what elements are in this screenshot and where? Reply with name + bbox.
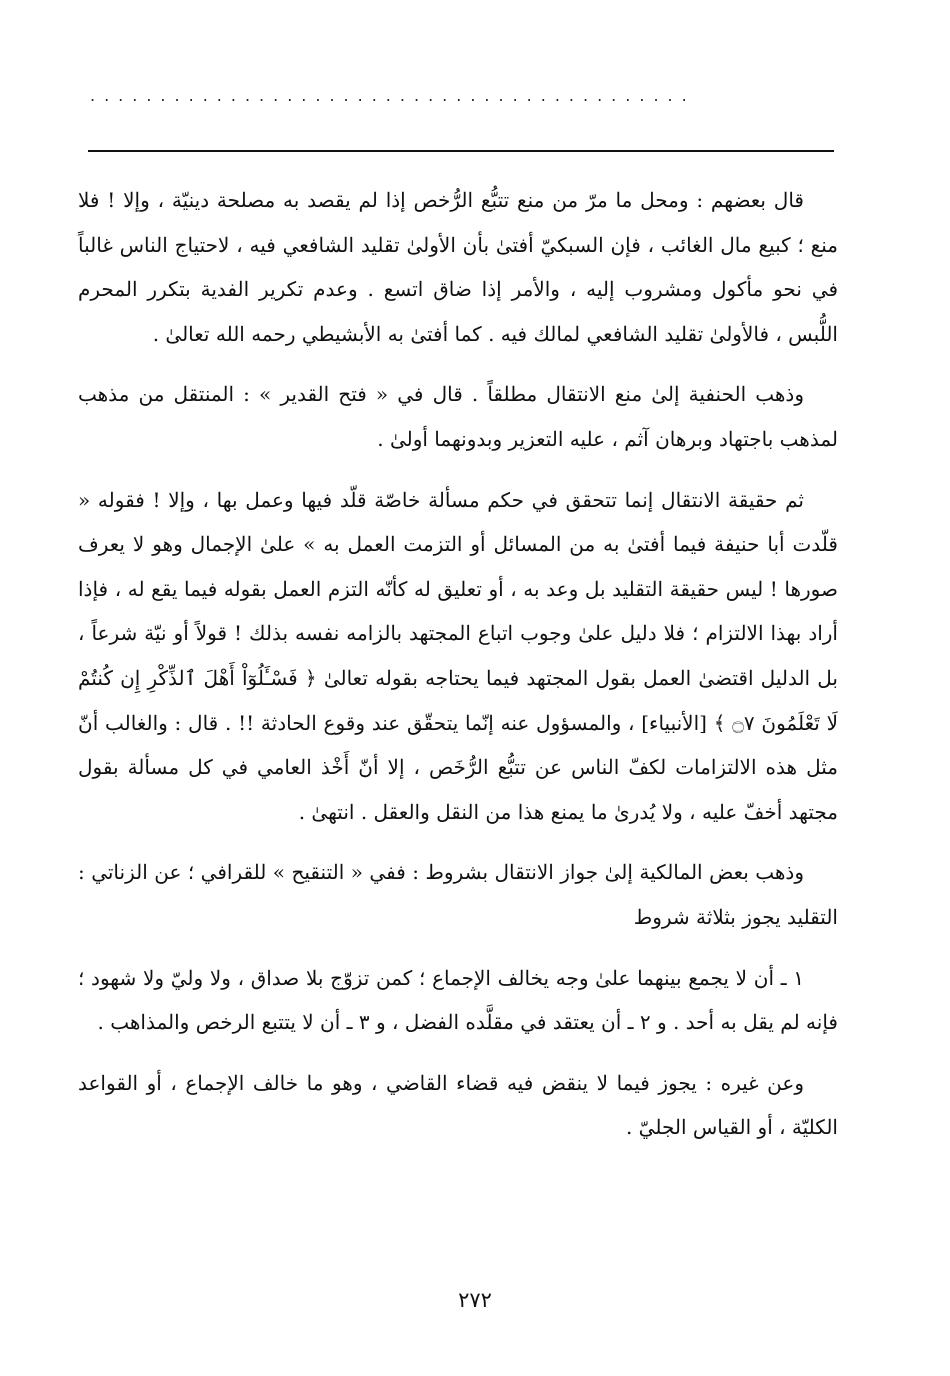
main-text: [78, 178, 838, 1150]
paragraph-5: ١ ـ أن لا يجمع بينهما علىٰ وجه يخالف الإجماع ؛ كمن تزوّج بلا صداق ، ولا وليّ ولا شهود ؛ فإنه لم يقل به أحد . و ٢ ـ أن يعتقد في مقلَّده الفضل ، و ٣ ـ أن لا يتتبع الرخص والمذاهب .: [78, 965, 838, 1035]
paragraph-4: وذهب بعض المالكية إلىٰ جواز الانتقال بشروط : ففي « التنقيح » للقرافي ؛ عن الزناتي : التقليد يجوز بثلاثة شروط: [78, 860, 838, 929]
header-dotted-line: ...........................................: [90, 86, 696, 105]
paragraph-1: قال بعضهم : ومحل ما مرّ من منع تتبُّع الرُّخص إذا لم يقصد به مصلحة دينيّة ، وإلا ! فلا منع ؛ كبيع مال الغائب ، فإن السبكيّ أفتىٰ بأن الأولىٰ تقليد الشافعي فيه ، لاحتياج الناس غالباً في نحو مأكول ومشروب إليه ، والأمر إذا ضاق اتسع . وعدم تكرير الفدية بتكرر المحرم اللُّبس ، فالأولىٰ تقليد الشافعي لمالك فيه . كما أفتىٰ به الأبشيطي رحمه الله تعالىٰ .: [78, 188, 838, 346]
paragraph-2: وذهب الحنفية إلىٰ منع الانتقال مطلقاً . قال في « فتح القدير » : المنتقل من مذهب لمذهب باجتهاد وبرهان آثم ، عليه التعزير وبدونهما أولىٰ .: [78, 382, 838, 451]
header-rule: [88, 150, 834, 152]
paragraph-6: وعن غيره : يجوز فيما لا ينقض فيه قضاء القاضي ، وهو ما خالف الإجماع ، أو القواعد الكليّة ، أو القياس الجليّ .: [78, 1070, 838, 1140]
paragraph-3: ثم حقيقة الانتقال إنما تتحقق في حكم مسألة خاصّة قلّد فيها وعمل بها ، وإلا ! فقوله « قلّدت أبا حنيفة فيما أفتىٰ به من المسائل أو التزمت العمل به » علىٰ الإجمال وهو لا يعرف صورها ! ليس حقيقة التقليد بل وعد به ، أو تعليق له كأنّه التزم العمل بقوله فيما يقع له ، فإذا أراد بهذا الالتزام ؛ فلا دليل علىٰ وجوب اتباع المجتهد بالزامه نفسه بذلك ! قولاً أو نيّة شرعاً ، بل الدليل اقتضىٰ العمل بقول المجتهد فيما يحتاجه بقوله تعالىٰ ﴿ فَسْـَٔلُوٓاْ أَهْلَ ٱلذِّكْرِ إِن كُنتُمْ لَا تَعْلَمُونَ ۝٧ ﴾ [الأنبياء] ، والمسؤول عنه إنّما يتحقّق عند وقوع الحادثة !! . قال : والغالب أنّ مثل هذه الالتزامات لكفّ الناس عن تتبُّع الرُّخَص ، إلا أنّ أَخْذ العامي في كل مسألة بقول مجتهد أخفّ عليه ، ولا يُدرىٰ ما يمنع هذا من النقل والعقل . انتهىٰ .: [78, 487, 838, 824]
page-number: ٢٧٢: [458, 1288, 492, 1312]
